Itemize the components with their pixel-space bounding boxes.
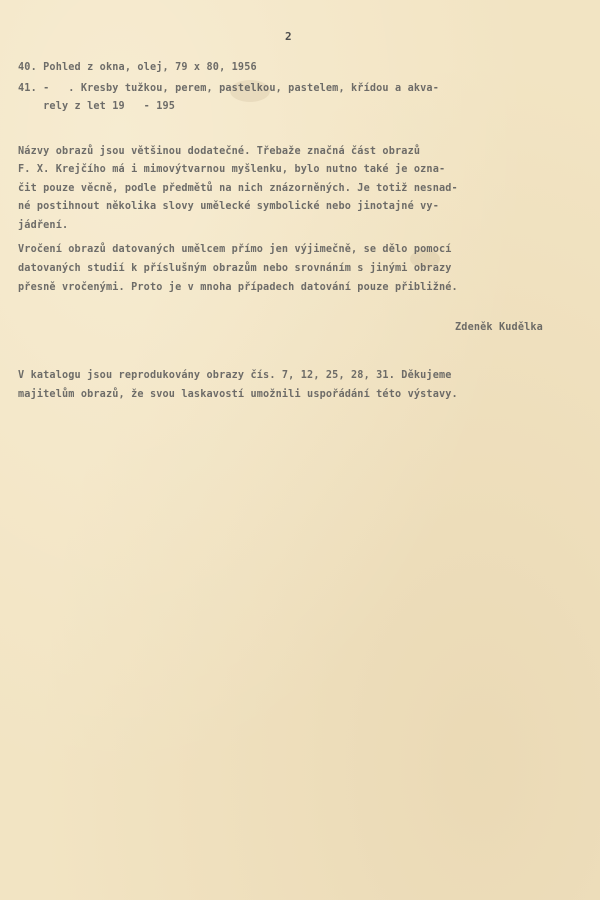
paragraph-1-line: né postihnout několika slovy umělecké symbolické nebo jinotajné vy-: [18, 201, 439, 212]
paragraph-2-line: datovaných studií k příslušným obrazům nebo srovnáním s jinými obrazy: [18, 263, 452, 274]
paragraph-1-line: jádření.: [18, 220, 69, 231]
catalog-entry-40: 40. Pohled z okna, olej, 79 x 80, 1956: [18, 62, 257, 73]
paragraph-2-line: Vročení obrazů datovaných umělcem přímo jen výjimečně, se dělo pomocí: [18, 244, 452, 255]
paragraph-3-line: majitelům obrazů, že svou laskavostí umožnili uspořádání této výstavy.: [18, 389, 458, 400]
paragraph-2-line: přesně vročenými. Proto je v mnoha případech datování pouze přibližné.: [18, 282, 458, 293]
catalog-entry-41: 41. - . Kresby tužkou, perem, pastelkou, pastelem, křídou a akva-: [18, 83, 439, 94]
page-number: 2: [285, 30, 292, 43]
catalog-entry-41-continued: rely z let 19 - 195: [18, 101, 176, 112]
paragraph-1-line: Názvy obrazů jsou většinou dodatečné. Třebaže značná část obrazů: [18, 146, 421, 157]
paragraph-1-line: čit pouze věcně, podle předmětů na nich znázorněných. Je totiž nesnad-: [18, 183, 458, 194]
paragraph-1-line: F. X. Krejčího má i mimovýtvarnou myšlenku, bylo nutno také je ozna-: [18, 164, 446, 175]
signature: Zdeněk Kudělka: [455, 322, 543, 333]
paragraph-3-line: V katalogu jsou reprodukovány obrazy čís. 7, 12, 25, 28, 31. Děkujeme: [18, 370, 452, 381]
